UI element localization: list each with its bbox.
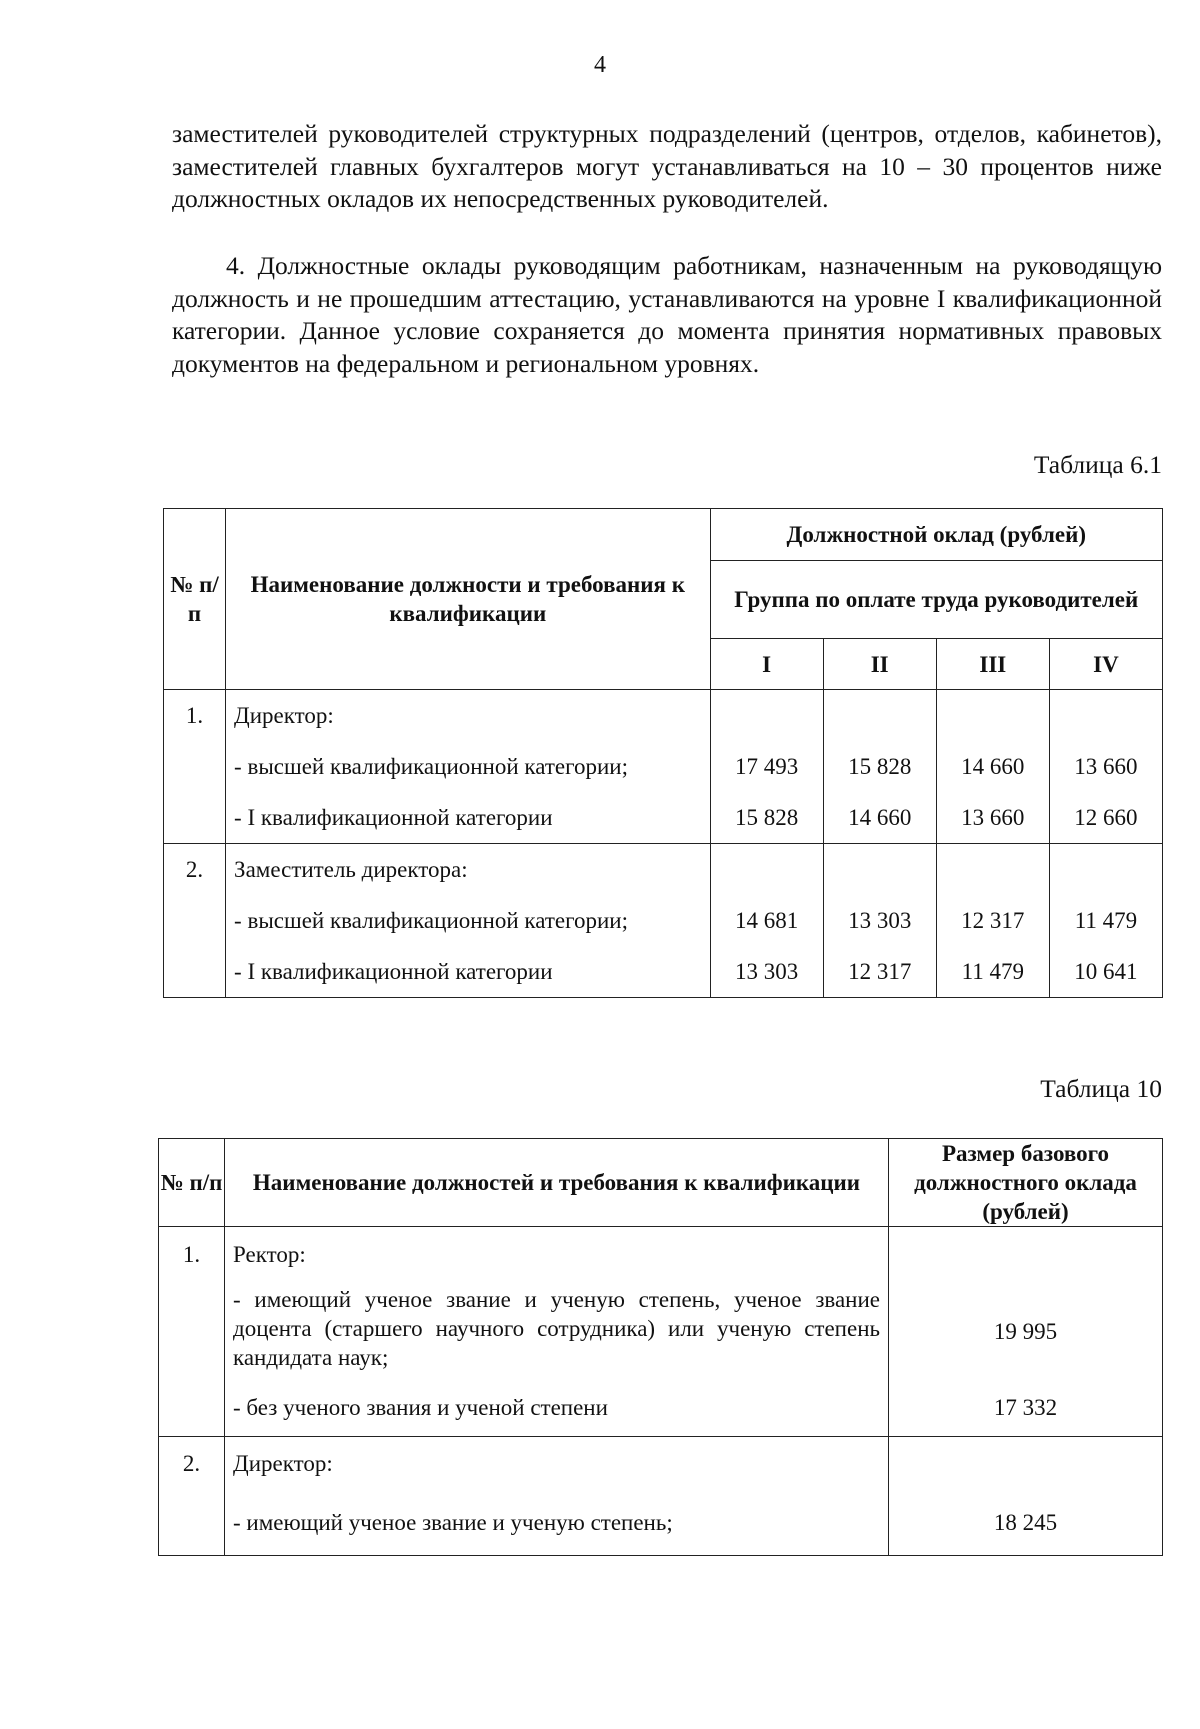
row-item-label: - I квалификационной категории: [234, 959, 553, 984]
salary-value: 10 641: [1074, 959, 1138, 984]
header-group-3: III: [936, 639, 1049, 690]
salary-value: 14 660: [961, 754, 1025, 779]
row-title: Директор:: [234, 703, 334, 728]
header-pay-group: Группа по оплате труда руководителей: [710, 561, 1162, 639]
salary-value: 12 317: [848, 959, 912, 984]
salary-value: 13 303: [734, 959, 799, 984]
row-title: Директор:: [233, 1451, 333, 1476]
paragraph-2: 4. Должностные оклады руководящим работникам, назначенным на руководящую должность и не прошедшим аттестацию, устанавливаются на уровне I квалификационной категории. Данное условие сохраняется до момента принятия нормативных правовых документов на федеральном и региональном уровнях.: [172, 251, 1162, 378]
salary-value: 17 493: [734, 754, 799, 779]
salary-table-10: [158, 1138, 1163, 1556]
row-number: 1.: [182, 1242, 201, 1267]
salary-value: 12 317: [961, 908, 1025, 933]
row-title: Заместитель директора:: [234, 857, 468, 882]
row-number: 2.: [182, 1451, 201, 1476]
row-item-label: - высшей квалификационной категории;: [234, 908, 628, 933]
base-salary-value: 19 995: [993, 1319, 1058, 1344]
table-row: [164, 844, 1163, 998]
salary-value: 13 660: [961, 805, 1025, 830]
table-row: [164, 690, 1163, 844]
header-base-salary: Размер базового должностного оклада (рублей): [889, 1139, 1163, 1227]
row-item-label: - имеющий ученое звание и ученую степень;: [233, 1510, 673, 1535]
salary-value: 11 479: [961, 959, 1024, 984]
row-item-label: - имеющий ученое звание и ученую степень, ученое звание доцента (старшего научного сотрудника) или ученую степень кандидата наук;: [233, 1287, 880, 1370]
salary-value: 13 303: [848, 908, 912, 933]
base-salary-value: 18 245: [993, 1510, 1058, 1535]
header-salary: Должностной оклад (рублей): [710, 509, 1162, 561]
header-group-4: IV: [1049, 639, 1162, 690]
row-number: 2.: [185, 857, 204, 882]
header-position-name: Наименование должностей и требования к квалификации: [225, 1139, 889, 1227]
row-item-label: - высшей квалификационной категории;: [234, 754, 628, 779]
salary-value: 11 479: [1074, 908, 1138, 933]
paragraph-1: заместителей руководителей структурных подразделений (центров, отделов, кабинетов), заместителей главных бухгалтеров могут устанавливаться на 10 – 30 процентов ниже должностных окладов их непосредственных руководителей.: [172, 119, 1162, 214]
header-group-2: II: [823, 639, 936, 690]
salary-value: 15 828: [734, 805, 799, 830]
salary-value: 15 828: [848, 754, 912, 779]
table-row: [159, 1437, 1163, 1556]
row-title: Ректор:: [233, 1242, 306, 1267]
salary-value: 13 660: [1074, 754, 1138, 779]
page-number: 4: [594, 52, 606, 78]
salary-value: 14 660: [848, 805, 912, 830]
header-num: № п/п: [164, 509, 226, 690]
row-number: 1.: [185, 703, 204, 728]
salary-value: 12 660: [1074, 805, 1138, 830]
salary-value: 14 681: [734, 908, 799, 933]
header-num: № п/п: [159, 1139, 225, 1227]
table-row: [159, 1227, 1163, 1437]
table-2-caption: Таблица 10: [1040, 1074, 1162, 1103]
row-item-label: - I квалификационной категории: [234, 805, 553, 830]
row-item-label: - без ученого звания и ученой степени: [233, 1395, 608, 1420]
table-1-caption: Таблица 6.1: [1033, 450, 1162, 479]
salary-table-6-1: [163, 508, 1163, 998]
base-salary-value: 17 332: [993, 1395, 1058, 1420]
header-position-name: Наименование должности и требования к квалификации: [226, 509, 710, 690]
header-group-1: I: [710, 639, 823, 690]
